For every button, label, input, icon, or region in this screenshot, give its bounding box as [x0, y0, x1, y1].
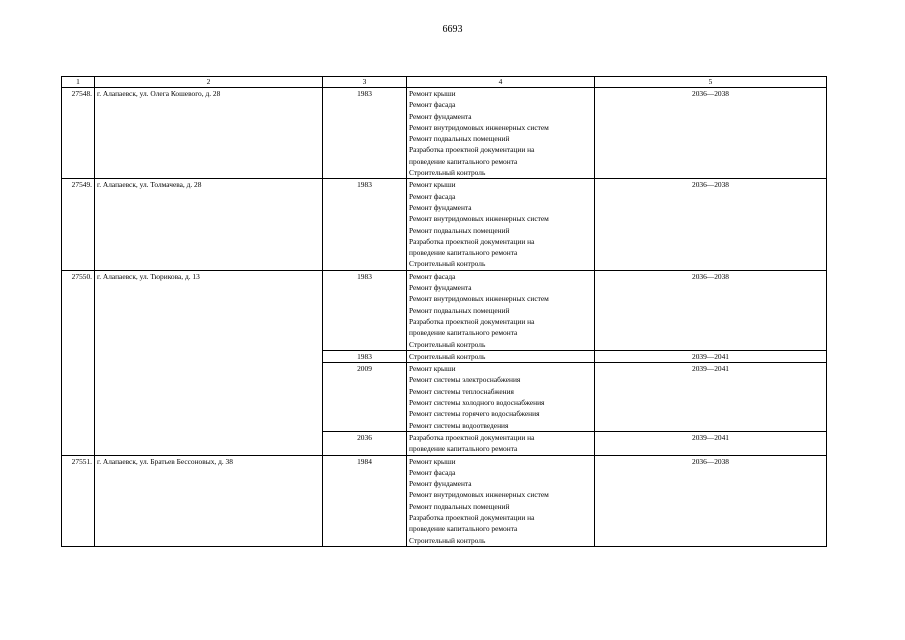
record-year: 1983	[323, 179, 407, 270]
work-item: Ремонт подвальных помещений	[409, 501, 510, 511]
record-year: 1983	[323, 270, 407, 350]
work-item: Ремонт системы горячего водоснабжения	[409, 409, 540, 419]
table-row	[62, 179, 827, 270]
work-item: Ремонт фасада	[409, 271, 456, 281]
repair-period: 2036—2038	[595, 455, 827, 546]
record-number: 27550.	[62, 270, 95, 455]
work-item: Строительный контроль	[409, 535, 486, 545]
record-number: 27548.	[62, 88, 95, 179]
work-list	[407, 350, 595, 362]
record-number: 27551.	[62, 455, 95, 546]
record-year: 1983	[323, 88, 407, 179]
table-row	[62, 270, 827, 350]
column-header: 2	[95, 77, 323, 88]
table-body	[62, 77, 827, 547]
work-list	[407, 179, 595, 270]
work-item: Ремонт системы электроснабжения	[409, 375, 521, 385]
repair-period: 2039—2041	[595, 363, 827, 432]
work-item: Ремонт системы холодного водоснабжения	[409, 398, 545, 408]
work-item: Ремонт системы теплоснабжения	[409, 386, 514, 396]
work-item: проведение капитального ремонта	[409, 328, 518, 338]
work-item: Разработка проектной документации на	[409, 236, 535, 246]
work-item: Строительный контроль	[409, 339, 486, 349]
work-item: Ремонт внутридомовых инженерных систем	[409, 122, 549, 132]
repair-period: 2039—2041	[595, 350, 827, 362]
work-item: Ремонт внутридомовых инженерных систем	[409, 490, 549, 500]
column-header: 3	[323, 77, 407, 88]
page-number: 6693	[442, 24, 463, 35]
repair-period: 2039—2041	[595, 431, 827, 455]
work-item: Ремонт крыши	[409, 89, 456, 98]
work-item: Разработка проектной документации на	[409, 316, 535, 326]
work-item: Ремонт крыши	[409, 180, 456, 190]
work-item: Разработка проектной документации на	[409, 145, 535, 155]
repair-period: 2036—2038	[595, 179, 827, 270]
work-item: проведение капитального ремонта	[409, 524, 518, 534]
work-item: Ремонт подвальных помещений	[409, 305, 510, 315]
work-item: Строительный контроль	[409, 259, 486, 269]
table-row	[62, 88, 827, 179]
work-item: Ремонт подвальных помещений	[409, 134, 510, 144]
work-item: Ремонт подвальных помещений	[409, 225, 510, 235]
work-list	[407, 431, 595, 455]
record-year: 1984	[323, 455, 407, 546]
work-item: Ремонт внутридомовых инженерных систем	[409, 214, 549, 224]
work-item: Ремонт фасада	[409, 191, 456, 201]
work-item: Ремонт фасада	[409, 467, 456, 477]
work-item: Ремонт фундамента	[409, 479, 472, 489]
column-header: 1	[62, 77, 95, 88]
record-year: 2009	[323, 363, 407, 432]
work-item: Строительный контроль	[409, 351, 486, 361]
work-item: Строительный контроль	[409, 168, 486, 178]
column-header: 5	[595, 77, 827, 88]
work-list	[407, 363, 595, 432]
work-list	[407, 455, 595, 546]
table-row	[62, 455, 827, 546]
work-list	[407, 88, 595, 179]
record-address: г. Алапаевск, ул. Братьев Бессоновых, д. 38	[95, 455, 323, 546]
work-item: Ремонт крыши	[409, 364, 456, 374]
work-item: Ремонт фасада	[409, 100, 456, 110]
record-address: г. Алапаевск, ул. Тюрикова, д. 13	[95, 270, 323, 455]
record-year: 2036	[323, 431, 407, 455]
work-list	[407, 270, 595, 350]
record-number: 27549.	[62, 179, 95, 270]
header-row	[62, 77, 827, 88]
repair-period: 2036—2038	[595, 270, 827, 350]
record-address: г. Алапаевск, ул. Толмачева, д. 28	[95, 179, 323, 270]
work-item: Ремонт фундамента	[409, 111, 472, 121]
work-item: Ремонт внутридомовых инженерных систем	[409, 294, 549, 304]
work-item: проведение капитального ремонта	[409, 248, 518, 258]
record-address: г. Алапаевск, ул. Олега Кошевого, д. 28	[95, 88, 323, 179]
work-item: проведение капитального ремонта	[409, 444, 518, 454]
work-item: Разработка проектной документации на	[409, 432, 535, 442]
column-header: 4	[407, 77, 595, 88]
repair-schedule-table	[61, 76, 827, 547]
work-item: Ремонт фундамента	[409, 202, 472, 212]
work-item: Ремонт крыши	[409, 456, 456, 466]
work-item: Ремонт системы водоотведения	[409, 420, 509, 430]
work-item: проведение капитального ремонта	[409, 156, 518, 166]
repair-period: 2036—2038	[595, 88, 827, 179]
work-item: Ремонт фундамента	[409, 283, 472, 293]
record-year: 1983	[323, 350, 407, 362]
work-item: Разработка проектной документации на	[409, 512, 535, 522]
